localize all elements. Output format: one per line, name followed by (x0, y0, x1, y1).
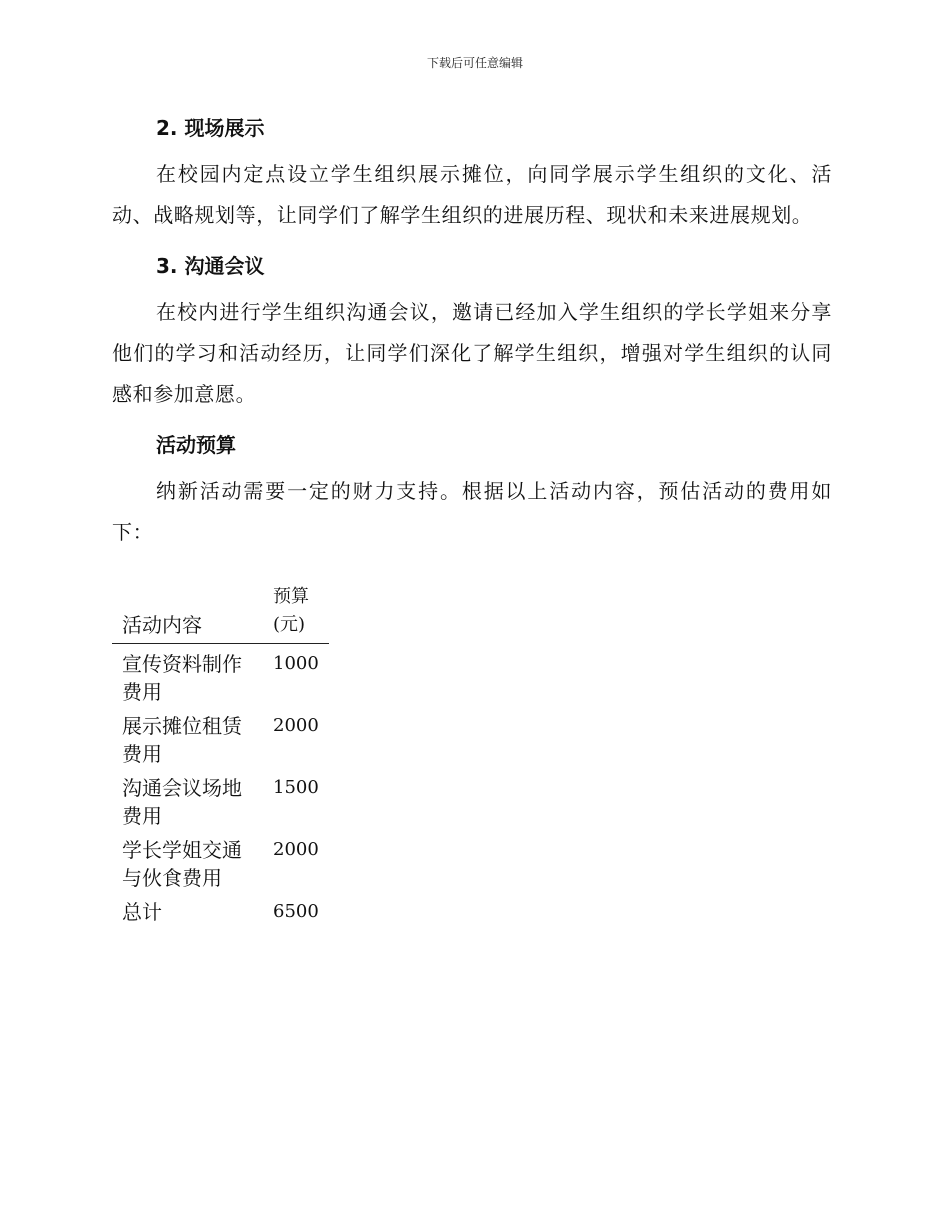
table-row (112, 768, 329, 830)
budget-amount-cell: 1000 (273, 653, 319, 674)
budget-column-item-header: 活动内容 (112, 583, 263, 644)
section-paragraph-onsite-display: 在校园内定点设立学生组织展示摊位，向同学展示学生组织的文化、活动、战略规划等，让同学们了解学生组织的进展历程、现状和未来进展规划。 (112, 162, 832, 227)
section-heading-communication-meeting: 3. 沟通会议 (156, 254, 265, 278)
section-heading-budget: 活动预算 (156, 433, 236, 457)
budget-table-header-row (112, 583, 329, 644)
budget-total-label-cell: 总计 (122, 900, 162, 924)
budget-table (112, 583, 329, 926)
section-paragraph-communication-meeting: 在校内进行学生组织沟通会议，邀请已经加入学生组织的学长学姐来分享他们的学习和活动经历，让同学们深化了解学生组织，增强对学生组织的认同感和参加意愿。 (112, 300, 832, 406)
budget-item-cell: 学长学姐交通与伙食费用 (122, 838, 242, 890)
budget-column-amount-header: 预算(元) (263, 583, 329, 644)
table-row (112, 706, 329, 768)
table-row (112, 644, 329, 707)
section-heading-onsite-display: 2. 现场展示 (156, 116, 265, 140)
document-body (112, 108, 832, 926)
page-header: 下载后可任意编辑 (426, 56, 523, 70)
table-row (112, 830, 329, 892)
budget-total-amount-cell: 6500 (273, 901, 319, 922)
section-paragraph-budget: 纳新活动需要一定的财力支持。根据以上活动内容，预估活动的费用如下： (112, 479, 832, 544)
budget-amount-cell: 1500 (273, 777, 319, 798)
table-row (112, 892, 329, 926)
budget-item-cell: 宣传资料制作费用 (122, 652, 242, 704)
budget-item-cell: 沟通会议场地费用 (122, 776, 242, 828)
budget-amount-cell: 2000 (273, 715, 319, 736)
budget-item-cell: 展示摊位租赁费用 (122, 714, 242, 766)
budget-amount-cell: 2000 (273, 839, 319, 860)
